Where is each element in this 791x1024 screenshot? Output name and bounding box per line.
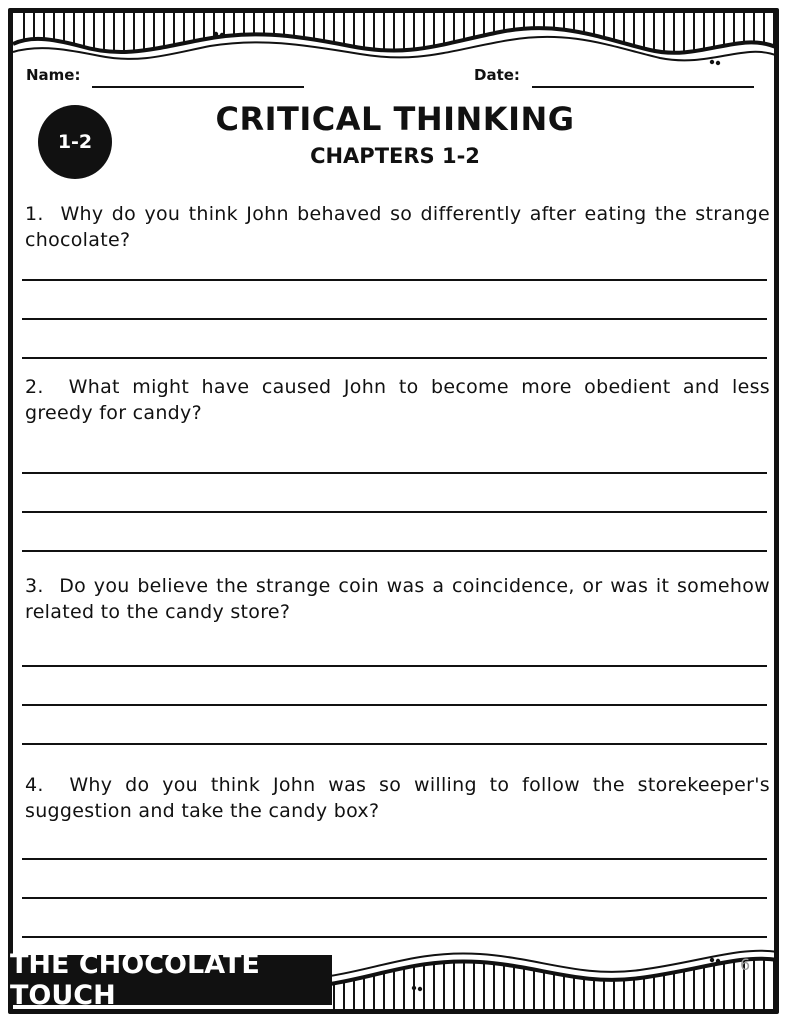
book-title-banner: THE CHOCOLATE TOUCH xyxy=(10,955,332,1005)
answer-line[interactable] xyxy=(22,279,767,281)
question-number: 4. xyxy=(25,774,44,796)
question-text: What might have caused John to become more obedient and less greedy for candy? xyxy=(25,376,770,424)
page-subtitle: CHAPTERS 1-2 xyxy=(310,144,480,168)
answer-line[interactable] xyxy=(22,318,767,320)
answer-line[interactable] xyxy=(22,743,767,745)
date-label: Date: xyxy=(474,66,520,84)
date-field-line[interactable] xyxy=(532,86,754,88)
name-label: Name: xyxy=(26,66,81,84)
answer-line[interactable] xyxy=(22,665,767,667)
question-number: 1. xyxy=(25,203,44,225)
answer-line[interactable] xyxy=(22,472,767,474)
page-number: 6 xyxy=(740,955,751,974)
page-title: CRITICAL THINKING xyxy=(215,100,575,138)
top-wave-decoration xyxy=(0,0,791,70)
question-number: 2. xyxy=(25,376,44,398)
chapter-badge: 1-2 xyxy=(38,105,112,179)
answer-line[interactable] xyxy=(22,357,767,359)
answer-line[interactable] xyxy=(22,858,767,860)
name-field-line[interactable] xyxy=(92,86,304,88)
question-2 xyxy=(25,374,770,426)
question-1 xyxy=(25,201,770,253)
question-number: 3. xyxy=(25,575,44,597)
question-4 xyxy=(25,772,770,824)
question-3 xyxy=(25,573,770,625)
question-text: Why do you think John was so willing to follow the storekeeper's suggestion and take the candy box? xyxy=(25,774,770,822)
answer-line[interactable] xyxy=(22,704,767,706)
answer-line[interactable] xyxy=(22,511,767,513)
answer-line[interactable] xyxy=(22,550,767,552)
question-text: Why do you think John behaved so differently after eating the strange chocolate? xyxy=(25,203,770,251)
question-text: Do you believe the strange coin was a coincidence, or was it somehow related to the candy store? xyxy=(25,575,770,623)
answer-line[interactable] xyxy=(22,897,767,899)
